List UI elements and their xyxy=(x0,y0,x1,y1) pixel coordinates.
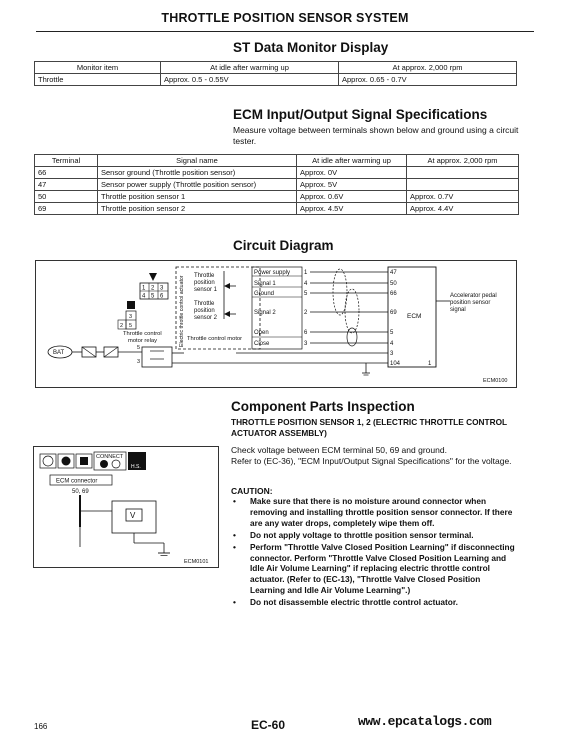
section-code: EC-60 xyxy=(251,718,286,732)
relay-pin-3: 3 xyxy=(137,359,141,365)
close-label: Close xyxy=(254,341,270,347)
table-cell: Approx. 0.65 - 0.7V xyxy=(339,74,517,86)
table-header: At idle after warming up xyxy=(161,62,339,74)
table-row xyxy=(35,203,519,215)
relay-pin-label: 3 xyxy=(129,314,133,320)
caution-item: • Do not disassemble electric throttle control actuator. xyxy=(231,597,515,608)
ground-label: Ground xyxy=(254,291,275,297)
table-row xyxy=(35,191,519,203)
motor-label: Throttle control motor xyxy=(187,336,243,342)
table-header-row xyxy=(35,62,517,74)
open-label: Open xyxy=(254,330,269,336)
table-cell: Sensor ground (Throttle position sensor) xyxy=(98,167,297,179)
pin-label: 4 xyxy=(304,281,308,287)
sensor2-label-2: position xyxy=(194,308,215,314)
page-number: 166 xyxy=(34,722,48,731)
table-cell: 50 xyxy=(35,191,98,203)
table-cell: Approx. 0V xyxy=(297,167,407,179)
sensor2-arrow-icon xyxy=(224,311,230,317)
table-header: At approx. 2,000 rpm xyxy=(339,62,517,74)
ecm-pin: 5 xyxy=(390,330,394,336)
figure-id: ECM0101 xyxy=(184,559,209,565)
table-cell: Approx. 4.5V xyxy=(297,203,407,215)
hs-label: H.S. xyxy=(131,464,141,470)
sensor1-label: Throttle xyxy=(194,273,215,279)
table-header-row xyxy=(35,155,519,167)
voltmeter-label: V xyxy=(130,511,136,520)
table-cell: Sensor power supply (Throttle position sensor) xyxy=(98,179,297,191)
caution-item: • Do not apply voltage to throttle position sensor terminal. xyxy=(231,530,515,541)
table-cell: Approx. 0.7V xyxy=(407,191,519,203)
table-cell xyxy=(407,179,519,191)
ecm-io-heading: ECM Input/Output Signal Specifications xyxy=(233,107,488,122)
data-monitor-heading: ST Data Monitor Display xyxy=(233,40,389,55)
shield-icon xyxy=(333,269,347,315)
connect-label: CONNECT xyxy=(96,454,124,460)
signal1-label: Signal 1 xyxy=(254,281,276,287)
inspection-subheading: THROTTLE POSITION SENSOR 1, 2 (ELECTRIC THROTTLE CONTROL ACTUATOR ASSEMBLY) xyxy=(231,417,507,438)
ecm-label: ECM xyxy=(407,313,422,320)
pin-label: 5 xyxy=(304,291,308,297)
battery-label: BAT xyxy=(53,350,65,356)
ecm-pin: 104 xyxy=(390,361,401,367)
relay-pin-label: 2 xyxy=(120,323,124,329)
table-header: At approx. 2,000 rpm xyxy=(407,155,519,167)
sensor2-label-3: sensor 2 xyxy=(194,315,218,321)
connector-pin-label: 1 xyxy=(142,285,146,292)
inspection-refer-text: Refer to (EC-36), "ECM Input/Output Signal Specifications" for the voltage. xyxy=(231,456,512,466)
ecm-pin: 66 xyxy=(390,291,397,297)
table-cell: Throttle xyxy=(35,74,161,86)
accel-label-2: position sensor xyxy=(450,300,491,306)
inspection-figure xyxy=(33,446,219,568)
sensor1-label-2: position xyxy=(194,280,215,286)
table-cell: 69 xyxy=(35,203,98,215)
website-watermark[interactable]: www.epcatalogs.com xyxy=(358,714,492,729)
relay-pin-5: 5 xyxy=(137,345,141,351)
inspection-heading: Component Parts Inspection xyxy=(231,399,415,414)
table-header: At idle after warming up xyxy=(297,155,407,167)
ecm-pin: 50 xyxy=(390,281,397,287)
figure-id: ECM0100 xyxy=(483,378,508,384)
ecm-pin: 69 xyxy=(390,310,397,316)
ecm-pin: 4 xyxy=(390,341,394,347)
ecm-connector-label: ECM connector xyxy=(56,478,98,485)
table-header: Monitor item xyxy=(35,62,161,74)
actuator-label: Electric throttle control actuator xyxy=(179,275,185,347)
table-cell: Approx. 0.6V xyxy=(297,191,407,203)
connector-pin-label: 4 xyxy=(142,293,146,300)
relay-box xyxy=(142,347,172,367)
relay-pin-label: 5 xyxy=(129,323,133,329)
table-cell: Approx. 5V xyxy=(297,179,407,191)
circuit-heading: Circuit Diagram xyxy=(233,238,334,253)
data-monitor-table xyxy=(34,61,517,86)
sensor1-arrow-icon xyxy=(224,283,230,289)
pin-label: 2 xyxy=(304,310,308,316)
ecm-pin: 3 xyxy=(390,351,394,357)
ecm-pin: 47 xyxy=(390,270,397,276)
shield-icon xyxy=(345,289,359,333)
terminal-label: 50, 69 xyxy=(72,489,89,495)
table-cell: Approx. 4.4V xyxy=(407,203,519,215)
table-cell: 66 xyxy=(35,167,98,179)
relay-label-2: motor relay xyxy=(128,338,157,344)
table-cell: 47 xyxy=(35,179,98,191)
pin-label: 3 xyxy=(304,341,308,347)
page-title: THROTTLE POSITION SENSOR SYSTEM xyxy=(161,11,409,25)
power-supply-label: Power supply xyxy=(254,270,291,276)
table-cell: Approx. 0.5 - 0.55V xyxy=(161,74,339,86)
caution-item: • Perform "Throttle Valve Closed Position Learning" if disconnecting connector. Perform "Throttle Valve Closed Position Learning and Idle Air Volume Learning" if replacing electric throttle control actuator. (Refer to (EC-13), "Throttle Valve Closed Position Learning and Idle Air Volume Learning".) xyxy=(231,542,515,597)
sensor1-label-3: sensor 1 xyxy=(194,287,218,293)
ecm-io-intro: Measure voltage between terminals shown below and ground using a circuit tester. xyxy=(233,125,519,146)
signal2-label: Signal 2 xyxy=(254,310,276,316)
title-rule xyxy=(36,31,534,32)
inspection-check-text: Check voltage between ECM terminal 50, 69 and ground. xyxy=(231,445,447,455)
table-header: Signal name xyxy=(98,155,297,167)
connector-marker-icon xyxy=(149,273,157,281)
table-header: Terminal xyxy=(35,155,98,167)
caution-title: CAUTION: xyxy=(231,486,273,496)
sensor2-label: Throttle xyxy=(194,301,215,307)
connector-pin-label: 2 xyxy=(151,285,155,292)
connector-pin-label: 3 xyxy=(160,285,164,292)
table-row xyxy=(35,74,517,86)
caution-list xyxy=(231,496,515,608)
relay-connector-marker-icon xyxy=(127,301,135,309)
accel-label-3: signal xyxy=(450,307,466,313)
table-row xyxy=(35,167,519,179)
table-row xyxy=(35,179,519,191)
caution-item: • Make sure that there is no moisture around connector when removing and installing throttle position sensor connector. If there are any water drops, completely wipe them off. xyxy=(231,496,515,529)
relay-label: Throttle control xyxy=(123,331,162,337)
table-cell: Throttle position sensor 1 xyxy=(98,191,297,203)
table-cell: Throttle position sensor 2 xyxy=(98,203,297,215)
accel-label: Accelerator pedal xyxy=(450,293,497,299)
ecm-io-table xyxy=(34,154,519,215)
connector-pin-label: 5 xyxy=(151,293,155,300)
table-cell xyxy=(407,167,519,179)
connector-label-box xyxy=(252,267,302,349)
circuit-diagram xyxy=(35,260,517,388)
ecm-pin-right: 1 xyxy=(428,361,432,367)
pin-label: 6 xyxy=(304,330,308,336)
pin-label: 1 xyxy=(304,270,308,276)
connector-pin-label: 6 xyxy=(160,293,164,300)
